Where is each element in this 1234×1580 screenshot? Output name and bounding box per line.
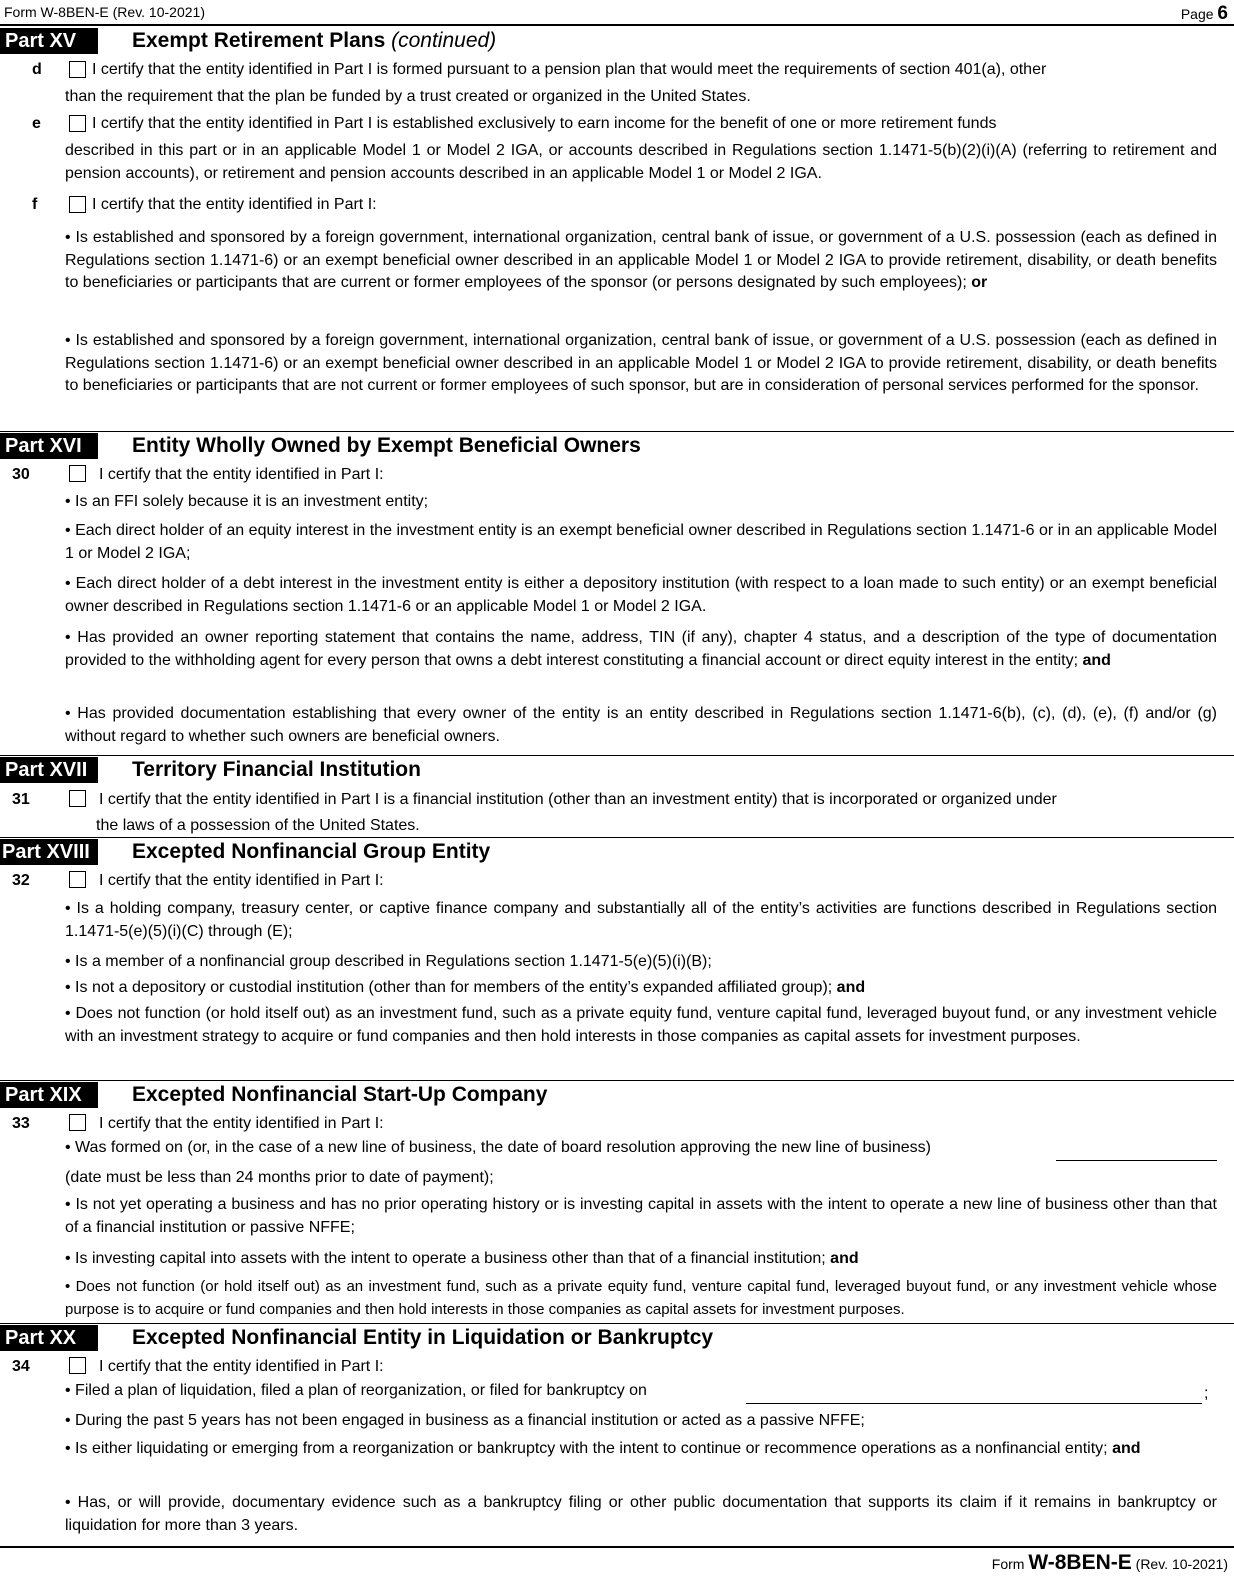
line-31-checkbox[interactable]	[69, 790, 86, 807]
part-xvi-header	[0, 433, 1234, 459]
page-label: Page	[1180, 6, 1214, 22]
line-32-bullet-3: • Is not a depository or custodial institution (other than for members of the entity’s expanded affiliated group); and	[65, 979, 866, 996]
footer-form-id: Form W-8BEN-E (Rev. 10-2021)	[991, 1551, 1228, 1574]
line-34-checkbox[interactable]	[69, 1357, 86, 1374]
line-30-bullet-2: • Each direct holder of an equity interest in the investment entity is an exempt beneficial owner described in Regulations section 1.1471-6 or in an applicable Model 1 or Model 2 IGA;	[65, 522, 1217, 562]
line-f-checkbox[interactable]	[69, 196, 86, 213]
part-xvi-title: Entity Wholly Owned by Exempt Beneficial Owners	[132, 434, 641, 457]
line-33-bullet-4: • Does not function (or hold itself out) as an investment fund, such as a private equity fund, venture capital fund, leveraged buyout fund, or any investment vehicle whose purpose is to acquire or fund companies and then hold interests in those companies as capital assets for investment purposes.	[65, 1278, 1217, 1318]
line-30-bullet-3: • Each direct holder of a debt interest in the investment entity is either a depository institution (with respect to a loan made to such entity) or an exempt beneficial owner described in Regulations section 1.1471-6 or an applicable Model 1 or Model 2 IGA.	[65, 575, 1217, 615]
line-e-checkbox[interactable]	[69, 115, 86, 132]
line-f-bullet-1: • Is established and sponsored by a foreign government, international organization, central bank of issue, or government of a U.S. possession (each as defined in Regulations section 1.1471-6) or an exempt beneficial owner described in an applicable Model 1 or Model 2 IGA to provide retirement, disability, or death benefits to beneficiaries or participants that are current or former employees of the sponsor (or persons designated by such employees); or	[65, 229, 1217, 291]
line-31-label: 31	[12, 791, 30, 808]
header-rule	[0, 24, 1234, 26]
part-xviii-tag: Part XVIII	[0, 839, 98, 865]
part-xx-header	[0, 1325, 1234, 1351]
line-33-label: 33	[12, 1115, 30, 1132]
part-xvi-tag: Part XVI	[0, 433, 98, 459]
form-id: Form W-8BEN-E (Rev. 10-2021)	[4, 4, 205, 20]
line-34-bullet-4: • Has, or will provide, documentary evidence such as a bankruptcy filing or other public documentation that supports its claim if it remains in bankruptcy or liquidation for more than 3 years.	[65, 1494, 1217, 1534]
line-f-label: f	[32, 196, 38, 213]
line-d-text-cont: than the requirement that the plan be funded by a trust created or organized in the United States.	[65, 88, 751, 105]
line-33-checkbox[interactable]	[69, 1114, 86, 1131]
page-num: 6	[1217, 3, 1228, 24]
line-30-label: 30	[12, 466, 30, 483]
line-30-checkbox[interactable]	[69, 465, 86, 482]
part-xviii-header	[0, 839, 1234, 865]
line-32-bullet-1: • Is a holding company, treasury center, or captive finance company and substantially all of the entity’s activities are functions described in Regulations section 1.1471-5(e)(5)(i)(C) through (E);	[65, 900, 1217, 940]
rule-xvii-xviii	[0, 837, 1234, 838]
line-33-date-note: (date must be less than 24 months prior to date of payment);	[65, 1169, 494, 1186]
line-d-checkbox[interactable]	[69, 61, 86, 78]
line-34-text: I certify that the entity identified in Part I:	[99, 1358, 384, 1375]
line-e-text-cont: described in this part or in an applicable Model 1 or Model 2 IGA, or accounts described in Regulations section 1.1471-5(b)(2)(i)(A) (referring to retirement and pension accounts), or retirement and pension accounts described in an applicable Model 1 or Model 2 IGA.	[65, 142, 1217, 182]
line-32-bullet-4: • Does not function (or hold itself out) as an investment fund, such as a private equity fund, venture capital fund, leveraged buyout fund, or any investment vehicle with an investment strategy to acquire or fund companies and then hold interests in those companies as capital assets for investment purposes.	[65, 1005, 1217, 1045]
part-xvii-title: Territory Financial Institution	[132, 758, 421, 781]
part-xix-tag: Part XIX	[0, 1082, 98, 1108]
line-34-bullet-1: • Filed a plan of liquidation, filed a plan of reorganization, or filed for bankruptcy on	[65, 1382, 647, 1399]
line-31-text: I certify that the entity identified in Part I is a financial institution (other than an investment entity) that is incorporated or organized under	[99, 791, 1057, 808]
line-30-bullet-4: • Has provided an owner reporting statement that contains the name, address, TIN (if any), chapter 4 status, and a description of the type of documentation provided to the withholding agent for every person that owns a debt interest constituting a financial account or direct equity interest in the entity; and	[65, 629, 1217, 669]
line-33-bullet-2: • Is not yet operating a business and has no prior operating history or is investing capital in assets with the intent to operate a new line of business other than that of a financial institution or passive NFFE;	[65, 1196, 1217, 1236]
line-f-bullet-2: • Is established and sponsored by a foreign government, international organization, central bank of issue, or government of a U.S. possession (each as defined in Regulations section 1.1471-6) or an exempt beneficial owner described in an applicable Model 1 or Model 2 IGA to provide retirement, disability, or death benefits to beneficiaries or participants that are not current or former employees of such sponsor, but are in consideration of personal services performed for the sponsor.	[65, 332, 1217, 394]
line-f-text: I certify that the entity identified in Part I:	[92, 196, 377, 213]
page-number	[1181, 3, 1228, 25]
part-xx-title: Excepted Nonfinancial Entity in Liquidation or Bankruptcy	[132, 1326, 714, 1349]
line-33-bullet-1: • Was formed on (or, in the case of a new line of business, the date of board resolution approving the new line of business)	[65, 1139, 931, 1156]
footer-form-name: W-8BEN-E	[1028, 1551, 1132, 1574]
line-34-bullet-3: • Is either liquidating or emerging from a reorganization or bankruptcy with the intent to continue or recommence operations as a nonfinancial entity; and	[65, 1440, 1141, 1457]
line-32-checkbox[interactable]	[69, 871, 86, 888]
bankruptcy-date-field[interactable]	[746, 1403, 1202, 1404]
line-33-bullet-3: • Is investing capital into assets with the intent to operate a business other than that of a financial institution; and	[65, 1250, 859, 1267]
line-34-label: 34	[12, 1358, 30, 1375]
line-30-text: I certify that the entity identified in Part I:	[99, 466, 384, 483]
part-xv-tag: Part XV	[0, 28, 98, 54]
rule-xix-xx	[0, 1323, 1234, 1324]
line-d-text: I certify that the entity identified in Part I is formed pursuant to a pension plan that would meet the requirements of section 401(a), other	[92, 61, 1047, 78]
rule-xv-xvi	[0, 431, 1234, 432]
line-e-label: e	[32, 115, 41, 132]
line-32-text: I certify that the entity identified in Part I:	[99, 872, 384, 889]
line-34-semicolon: ;	[1204, 1385, 1209, 1402]
formation-date-field[interactable]	[1056, 1160, 1217, 1161]
footer-rule	[0, 1546, 1234, 1548]
rule-xviii-xix	[0, 1080, 1234, 1081]
part-xviii-title: Excepted Nonfinancial Group Entity	[132, 840, 491, 863]
line-30-bullet-1: • Is an FFI solely because it is an investment entity;	[65, 493, 429, 510]
line-33-text: I certify that the entity identified in Part I:	[99, 1115, 384, 1132]
line-30-bullet-5: • Has provided documentation establishing that every owner of the entity is an entity described in Regulations section 1.1471-6(b), (c), (d), (e), (f) and/or (g) without regard to whether such owners are beneficial owners.	[65, 705, 1217, 745]
line-32-bullet-2: • Is a member of a nonfinancial group described in Regulations section 1.1471-5(e)(5)(i)(B);	[65, 953, 712, 970]
line-32-label: 32	[12, 872, 30, 889]
part-xv-header	[0, 28, 1234, 54]
line-31-text-cont: the laws of a possession of the United States.	[96, 817, 420, 834]
part-xv-title: Exempt Retirement Plans (continued)	[132, 29, 497, 52]
line-34-bullet-2: • During the past 5 years has not been engaged in business as a financial institution or acted as a passive NFFE;	[65, 1412, 865, 1429]
part-xx-tag: Part XX	[0, 1325, 98, 1351]
continued-label: (continued)	[391, 29, 497, 52]
part-xvii-header	[0, 757, 1234, 783]
part-xix-header	[0, 1082, 1234, 1108]
part-xvii-tag: Part XVII	[0, 757, 98, 783]
rule-xvi-xvii	[0, 755, 1234, 756]
part-xix-title: Excepted Nonfinancial Start-Up Company	[132, 1083, 548, 1106]
line-d-label: d	[32, 61, 42, 78]
line-e-text: I certify that the entity identified in Part I is established exclusively to earn income for the benefit of one or more retirement funds	[92, 115, 997, 132]
